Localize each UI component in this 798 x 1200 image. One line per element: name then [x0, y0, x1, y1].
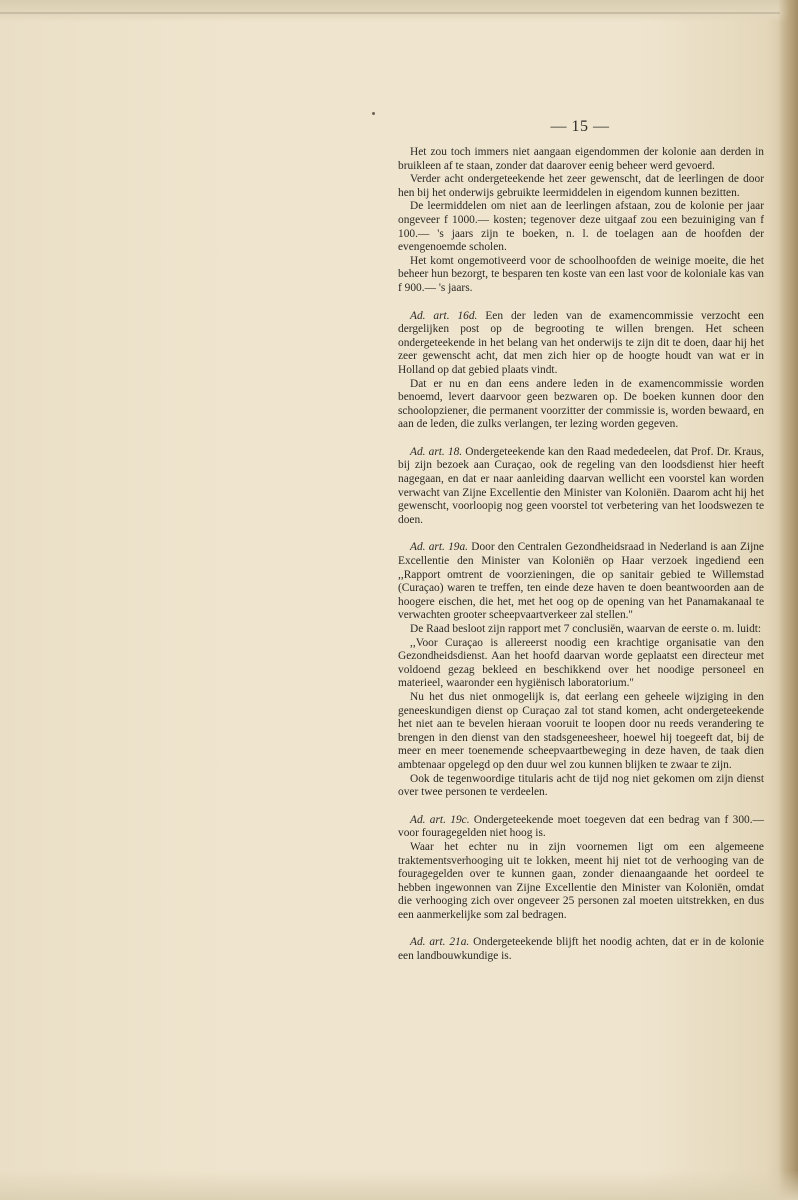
paragraph: Ook de tegenwoordige titularis acht de tijd nog niet gekomen om zijn dienst over twee personen te verdeelen.	[398, 772, 764, 799]
section-art-19c	[398, 814, 764, 923]
paragraph: Waar het echter nu in zijn voornemen ligt om een algemeene traktementsverhooging uit te lokken, meent hij niet tot de verhooging van de fouragegelden over te kunnen gaan, zonder dienaangaande het oordeel te hebben ingewonnen van Zijne Excellentie den Minister van Koloniën, omdat die verhooging zich over ongeveer 25 personen zal moeten uitstrekken, en dus een aanmerkelijke som zal bedragen.	[398, 840, 764, 921]
paragraph	[398, 936, 764, 963]
section-intro	[398, 146, 764, 296]
text-column	[398, 146, 764, 964]
ink-dot	[372, 112, 375, 115]
paragraph: ,,Voor Curaçao is allereerst noodig een krachtige organisatie van den Gezondheidsdienst. Aan het hoofd daarvan worde geplaatst een directeur met voldoend gezag bekleed en beschikkend over het noodige personeel en materieel, waaronder een hygiënisch laboratorium.''	[398, 636, 764, 690]
article-reference: Ad. art. 19c.	[410, 813, 470, 826]
paragraph-text: Ondergeteekende kan den Raad mededeelen, dat Prof. Dr. Kraus, bij zijn bezoek aan Curaçao, ook de regeling van den loodsdienst hier heeft nagegaan, en dat er naar aanleiding daarvan wellicht een voorstel kan worden verwacht van Zijne Excellentie den Minister van Koloniën. Daarom acht hij het gewenscht, voorloopig nog geen voorstel tot verbetering van het loodswezen te doen.	[398, 445, 764, 526]
paragraph: Nu het dus niet onmogelijk is, dat eerlang een geheele wijziging in den geneeskundigen dienst op Curaçao zal tot stand komen, acht ondergeteekende het niet aan te bevelen hieraan vooruit te loopen door nu reeds verandering te brengen in den dienst van den stadsgeneesheer, hoewel hij toegeeft dat, bij de meer en meer toenemende scheepvaartbeweging in deze haven, de taak dien ambtenaar opgelegd op den duur wel zou kunnen blijken te zwaar te zijn.	[398, 690, 764, 771]
section-art-18	[398, 446, 764, 528]
section-art-16d	[398, 310, 764, 432]
page-number: — 15 —	[550, 118, 610, 135]
paragraph: Het zou toch immers niet aangaan eigendommen der kolonie aan derden in bruikleen af te staan, zonder dat daarover eenig beheer werd gevoerd.	[398, 146, 764, 172]
page-binding-edge	[778, 0, 798, 1200]
paragraph-text: Door den Centralen Gezondheidsraad in Nederland is aan Zijne Excellentie den Minister van Koloniën op Haar verzoek ingediend een ,,Rapport omtrent de voorzieningen, die op sanitair gebied te Willemstad (Curaçao) waren te treffen, ten einde deze haven te doen beantwoorden aan de hoogere eischen, die het, met het oog op de opening van het Panamakanaal te verwachten grooter scheepvaartverkeer zal stellen.''	[398, 541, 764, 622]
paragraph	[398, 310, 764, 378]
paragraph	[398, 814, 764, 841]
paragraph: De Raad besloot zijn rapport met 7 conclusiën, waarvan de eerste o. m. luidt:	[410, 623, 762, 635]
paragraph: Het komt ongemotiveerd voor de schoolhoofden de weinige moeite, die het beheer hun bezorgt, te besparen ten koste van een last voor de koloniale kas van f 900.— 's jaars.	[398, 254, 764, 294]
paragraph-text: Ondergeteekende moet toegeven dat een bedrag van f 300.— voor fouragegelden niet hoog is.	[398, 813, 764, 840]
paragraph	[398, 541, 764, 623]
page-top-rule	[0, 12, 780, 14]
paragraph	[398, 446, 764, 528]
paragraph-text: Ondergeteekende blijft het noodig achten, dat er in de kolonie een landbouwkundige is.	[398, 936, 764, 963]
article-reference: Ad. art. 16d.	[410, 309, 478, 322]
paragraph: De leermiddelen om niet aan de leerlingen afstaan, zou de kolonie per jaar ongeveer f 1000.— kosten; tegenover deze uitgaaf zou een bezuiniging van f 100.— 's jaars zijn te boeken, n. l. de toelagen aan de hoofden der evengenoemde scholen.	[398, 200, 764, 254]
paragraph-text: Een der leden van de examencommissie verzocht een dergelijken post op de begrooting te willen brengen. Het scheen ondergeteekende in het belang van het onderwijs te zijn dit te doen, daar hij het zeer gewenscht acht, dat men zich hier op de hoogte houdt van wat er in Holland op dat gebied plaats vindt.	[398, 309, 764, 376]
page-top-edge	[0, 0, 798, 22]
section-art-21a	[398, 936, 764, 963]
article-reference: Ad. art. 19a.	[410, 541, 469, 554]
article-reference: Ad. art. 21a.	[410, 936, 470, 949]
article-reference: Ad. art. 18.	[410, 445, 463, 458]
page-bottom-edge	[0, 1170, 798, 1200]
paragraph: Dat er nu en dan eens andere leden in de examencommissie worden benoemd, levert daarvoor geen bezwaren op. De boeken kunnen door den schoolopziener, die permanent voorzitter der commissie is, worden bewaard, en aan de leden, die zulks verlangen, ter lezing worden gegeven.	[398, 377, 764, 431]
section-art-19a	[398, 541, 764, 799]
paragraph: Verder acht ondergeteekende het zeer gewenscht, dat de leerlingen de door hen bij het onderwijs gebruikte leermiddelen in eigendom kunnen bezitten.	[398, 173, 764, 199]
